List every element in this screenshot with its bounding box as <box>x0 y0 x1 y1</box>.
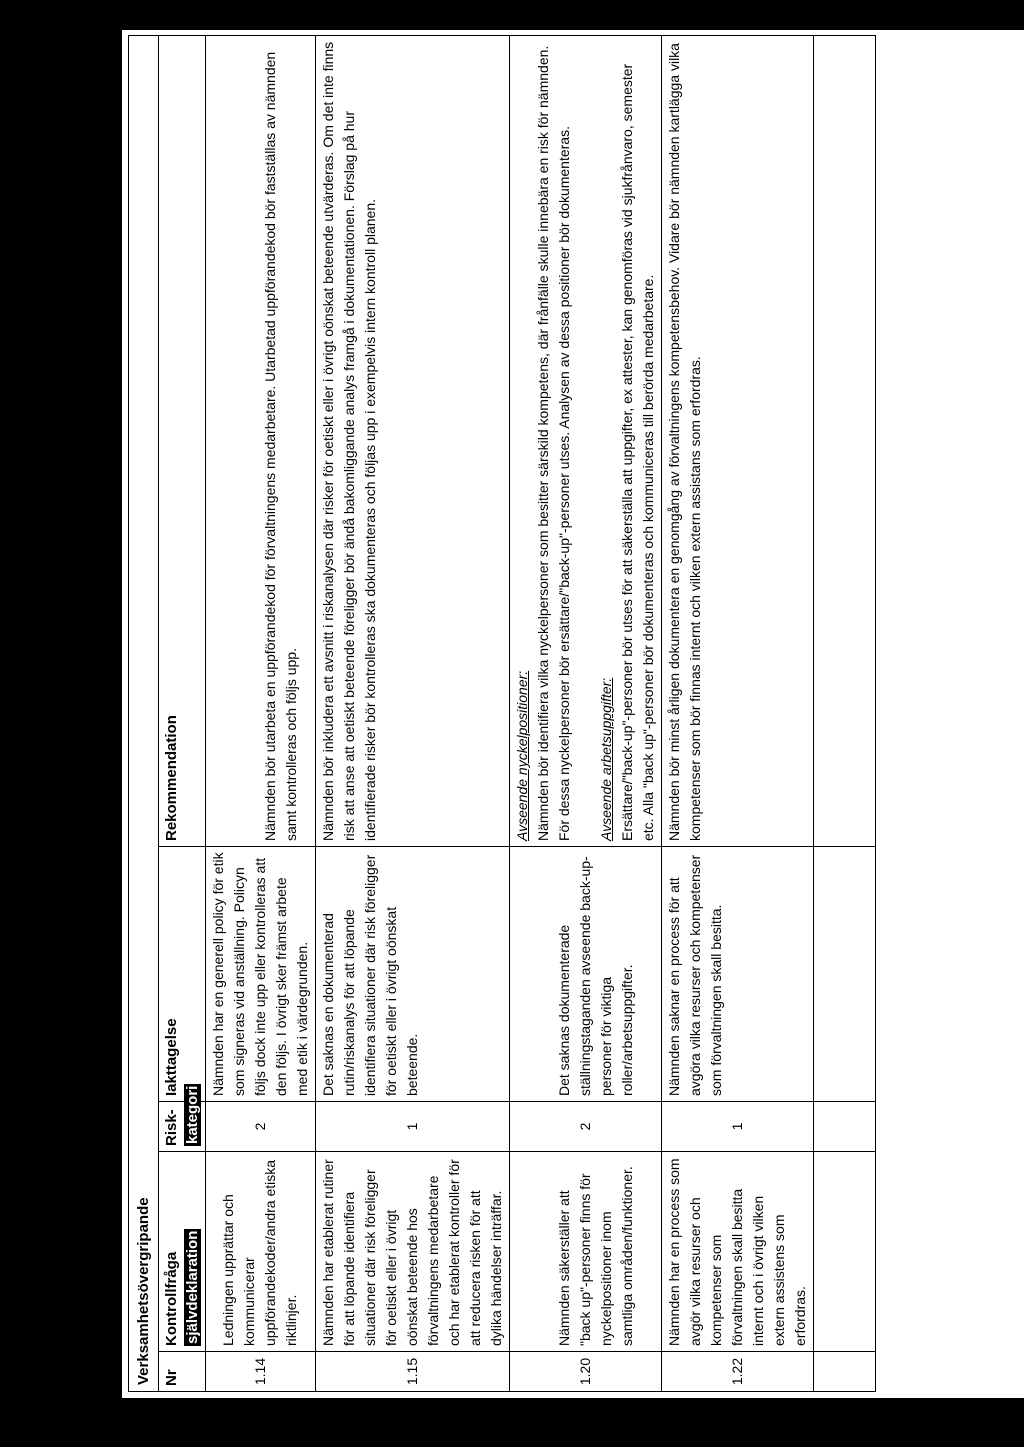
row-question-text: Nämnden säkerställer att "back up"-personer finns för nyckelpositioner inom samtliga områden/funktioner. <box>556 1166 635 1346</box>
row-observation: Det saknas en dokumenterad rutin/riskanalys för att löpande identifiera situationer där risk föreligger för oetiskt eller i övrigt oönskat beteende. <box>316 847 510 1102</box>
row-question: Nämnden har en process som avgör vilka resurser och kompetenser som förvaltningen skall besitta internt och i övrigt vilken extern assistens som erfordras. <box>662 1152 814 1352</box>
table-row <box>206 35 316 1391</box>
table-row <box>662 35 814 1391</box>
row-category: 2 <box>206 1102 316 1152</box>
row-observation-text: Det saknas dokumenterade ställningstaganden avseende back-up-personer för viktiga roller/arbetsuppgifter. <box>556 856 635 1096</box>
header-question <box>159 1152 206 1352</box>
table-row-empty <box>814 35 876 1391</box>
rec-text-tasks: Ersättare/"back-up"-personer bör utses för att säkerställa att uppgifter, ex attester, kan genomföras vid sjukfrånvaro, semester etc. Alla "back up"-personer bör dokumenteras och kommuniceras till berörda medarbetare. <box>619 63 656 841</box>
header-category-line1: Risk- <box>163 1109 180 1146</box>
header-recommendation: Rekommendation <box>159 35 206 846</box>
header-category-line2: kategori <box>184 1085 201 1144</box>
rec-heading-key-positions: Avseende nyckelpositioner: <box>514 670 530 841</box>
row-question: Nämnden har etablerat rutiner för att löpande identifiera situationer där risk föreligger för oetiskt eller i övrigt oönskat beteende hos förvaltningens medarbetare och har etablerat kontroller för att reducera risken för att dylika händelser inträffar. <box>316 1152 510 1352</box>
page-number: 6 <box>990 40 1005 48</box>
row-question <box>510 1152 662 1352</box>
control-table <box>128 35 876 1392</box>
rotated-content <box>122 30 902 1398</box>
rec-heading-tasks: Avseende arbetsuppgifter: <box>598 677 614 841</box>
header-question-highlight: självdeklaration <box>184 1230 201 1344</box>
row-nr: 1.22 <box>662 1352 814 1392</box>
table-row <box>510 35 662 1391</box>
row-nr: 1.14 <box>206 1352 316 1392</box>
row-category: 2 <box>510 1102 662 1152</box>
header-category <box>159 1085 206 1152</box>
row-question-text: Ledningen upprättar och kommunicerar uppförandekoder/andra etiska riktlinjer. <box>220 1159 299 1346</box>
document-page <box>122 30 902 1398</box>
row-nr: 1.15 <box>316 1352 510 1392</box>
row-observation: Nämnden saknar en process för att avgöra vilka resurser och kompetenser som förvaltningen skall besitta. <box>662 847 814 1102</box>
section-title: Verksamhetsövergripande <box>129 35 159 1391</box>
header-nr: Nr <box>159 1352 206 1392</box>
scan-border-left <box>0 0 122 1447</box>
row-category: 1 <box>662 1102 814 1152</box>
row-recommendation-text: Nämnden bör utarbeta en uppförandekod för förvaltningens medarbetare. Utarbetad uppförandekod bör fastställas av nämnden samt kontrolleras och följs upp. <box>262 51 299 841</box>
header-question-prefix: Kontrollfråga <box>163 1251 180 1346</box>
row-nr: 1.20 <box>510 1352 662 1392</box>
row-recommendation: Nämnden bör minst årligen dokumentera en genomgång av förvaltningens kompetensbehov. Vidare bör nämnden kartlägga vilka kompetenser som bör finnas internt och vilken extern assistans som erfordras. <box>662 35 814 846</box>
row-recommendation <box>510 35 662 846</box>
row-question <box>206 1152 316 1352</box>
table-row <box>316 35 510 1391</box>
row-recommendation <box>206 35 316 846</box>
row-category: 1 <box>316 1102 510 1152</box>
rec-text-key-positions: Nämnden bör identifiera vilka nyckelpersoner som besitter särskild kompetens, där frånfälle skulle innebära en risk för nämnden. För dessa nyckelpersoner bör ersättare/"back-up"-personer utses. Analysen av dessa positioner bör dokumenteras. <box>535 45 572 841</box>
scan-border-bottom <box>122 1398 1024 1447</box>
row-observation <box>510 847 662 1102</box>
header-row <box>159 35 206 1391</box>
row-recommendation: Nämnden bör inkludera ett avsnitt i riskanalysen där risker för oetiskt eller i övrigt oönskat beteende utvärderas. Om det inte finns risk att anse att oetiskt beteende föreligger bör ändå bakomliggande analys framgå i dokumentationen. Förslag på hur identifierade risker bör kontrolleras ska dokumenteras och följas upp i exempelvis intern kontroll planen. <box>316 35 510 846</box>
scan-border-top <box>122 0 1024 30</box>
header-observation: Iakttagelse <box>159 847 206 1102</box>
row-observation: Nämnden har en generell policy för etik som signeras vid anställning. Policyn följs dock inte upp eller kontrolleras att den följs. I övrigt sker främst arbete med etik i värdegrunden. <box>206 847 316 1102</box>
